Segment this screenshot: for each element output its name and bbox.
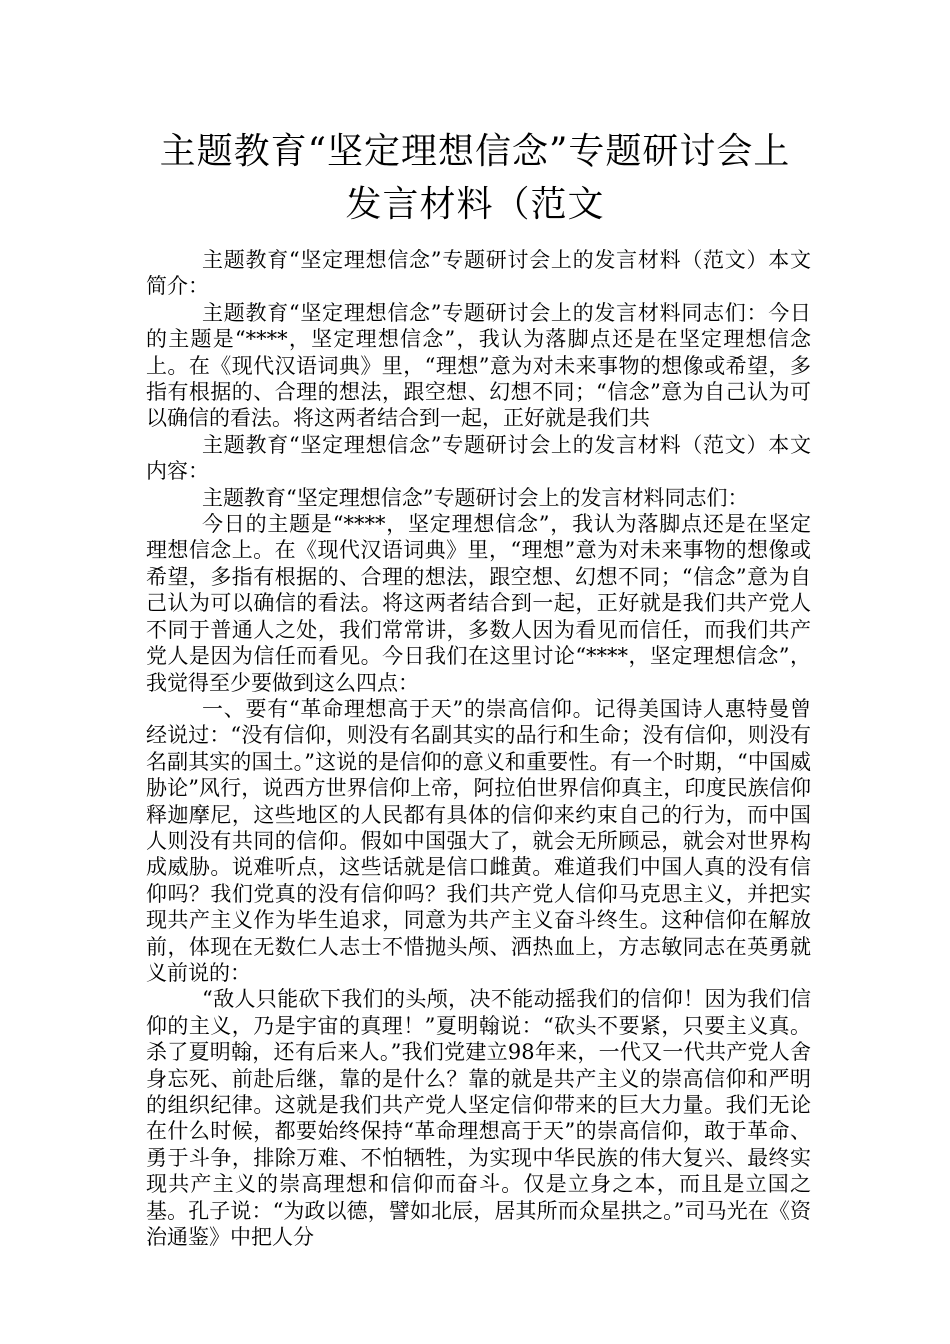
document-title	[100, 125, 850, 231]
paragraph-quote: “敌人只能砍下我们的头颅，决不能动摇我们的信仰！因为我们信仰的主义，乃是宇宙的真理！”夏明翰说：“砍头不要紧，只要主义真。杀了夏明翰，还有后来人。”我们党建立98年来，一代又一代共产党人舍身忘死、前赴后继，靠的是什么？靠的就是共产主义的崇高信仰和严明的组织纪律。这就是我们共产党人坚定信仰带来的巨大力量。我们无论在什么时候，都要始终保持“革命理想高于天”的崇高信仰，敢于革命、勇于斗争，排除万难、不怕牺牲，为实现中华民族的伟大复兴、最终实现共产主义的崇高理想和信仰而奋斗。仅是立身之本，而且是立国之基。孔子说：“为政以德，譬如北辰，居其所而众星拱之。”司马光在《资治通鉴》中把人分	[146, 987, 811, 1250]
paragraph-opening: 今日的主题是“****，坚定理想信念”，我认为落脚点还是在坚定理想信念上。在《现代汉语词典》里，“理想”意为对未来事物的想像或希望，多指有根据的、合理的想法，跟空想、幻想不同；“信念”意为自己认为可以确信的看法。将这两者结合到一起，正好就是我们共产党人不同于普通人之处，我们常常讲，多数人因为看见而信任，而我们共产党人是因为信任而看见。今日我们在这里讨论“****，坚定理想信念”，我觉得至少要做到这么四点：	[146, 512, 811, 695]
paragraph-salutation: 主题教育“坚定理想信念”专题研讨会上的发言材料同志们：	[202, 485, 749, 510]
title-line-1: 主题教育“坚定理想信念”专题研讨会上	[159, 131, 791, 172]
paragraph-content-heading: 主题教育“坚定理想信念”专题研讨会上的发言材料（范文）本文内容：	[146, 432, 811, 484]
document-body	[146, 247, 811, 1250]
paragraph-point-one: 一、要有“革命理想高于天”的崇高信仰。记得美国诗人惠特曼曾经说过：“没有信仰，则没有名副其实的品行和生命；没有信仰，则没有名副其实的国土。”这说的是信仰的意义和重要性。有一个时期，“中国威胁论”风行，说西方世界信仰上帝，阿拉伯世界信仰真主，印度民族信仰释迦摩尼，这些地区的人民都有具体的信仰来约束自己的行为，而中国人则没有共同的信仰。假如中国强大了，就会无所顾忌，就会对世界构成威胁。说难听点，这些话就是信口雌黄。难道我们中国人真的没有信仰吗？我们党真的没有信仰吗？我们共产党人信仰马克思主义，并把实现共产主义作为毕生追求，同意为共产主义奋斗终生。这种信仰在解放前，体现在无数仁人志士不惜抛头颅、洒热血上，方志敏同志在英勇就义前说的：	[146, 696, 811, 985]
paragraph-summary: 主题教育“坚定理想信念”专题研讨会上的发言材料同志们：今日的主题是“****，坚定理想信念”，我认为落脚点还是在坚定理想信念上。在《现代汉语词典》里，“理想”意为对未来事物的想像或希望，多指有根据的、合理的想法，跟空想、幻想不同；“信念”意为自己认为可以确信的看法。将这两者结合到一起，正好就是我们共	[146, 300, 811, 431]
title-line-2: 发言材料（范文	[345, 184, 605, 225]
paragraph-intro-heading: 主题教育“坚定理想信念”专题研讨会上的发言材料（范文）本文简介：	[146, 248, 811, 299]
